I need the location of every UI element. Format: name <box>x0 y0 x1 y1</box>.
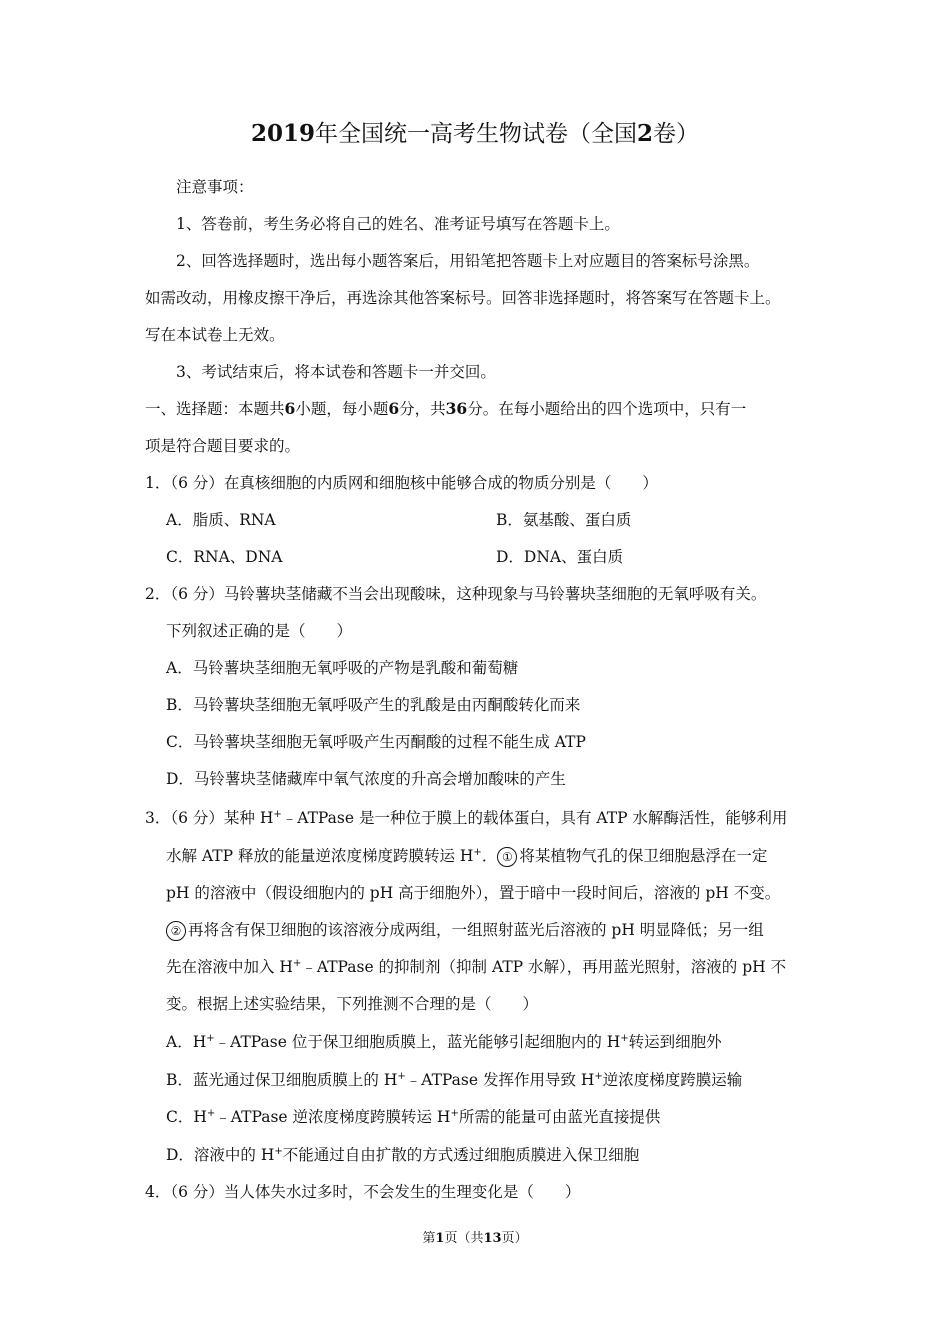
question-4-stem: 4．（6 分）当人体失水过多时，不会发生的生理变化是（ ） <box>145 1183 581 1201</box>
question-3-option-c: C．H+﹣ATPase 逆浓度梯度跨膜转运 H+所需的能量可由蓝光直接提供 <box>166 1107 661 1126</box>
page-footer: 第1页（共13页） <box>422 1231 528 1246</box>
notice-item-3: 3、考试结束后，将本试卷和答题卡一并交回。 <box>176 363 496 381</box>
question-3-stem-line-5: 先在溶液中加入 H+﹣ATPase 的抑制剂（抑制 ATP 水解），再用蓝光照射，溶液的 pH 不 <box>166 957 787 976</box>
notice-item-2-line-1: 2、回答选择题时，选出每小题答案后，用铅笔把答题卡上对应题目的答案标号涂黑。 <box>176 252 760 270</box>
question-3-stem-line-2: 水解 ATP 释放的能量逆浓度梯度跨膜转运 H+． ① 将某植物气孔的保卫细胞悬浮在一定 <box>166 846 768 865</box>
question-3-option-a: A．H+﹣ATPase 位于保卫细胞质膜上，蓝光能够引起细胞内的 H+转运到细胞外 <box>166 1032 722 1051</box>
notice-heading: 注意事项： <box>176 178 254 196</box>
question-3-stem-line-4: ② 再将含有保卫细胞的该溶液分成两组，一组照射蓝光后溶液的 pH 明显降低；另一组 <box>166 919 764 941</box>
step-2-marker: ② <box>166 921 186 941</box>
step-1-marker: ① <box>497 847 517 867</box>
question-2-option-a: A．马铃薯块茎细胞无氧呼吸的产物是乳酸和葡萄糖 <box>166 659 519 677</box>
question-2-option-d: D．马铃薯块茎储藏库中氧气浓度的升高会增加酸味的产生 <box>166 770 566 788</box>
question-3-stem-line-6: 变。根据上述实验结果，下列推测不合理的是（ ） <box>166 995 539 1013</box>
question-2-option-c: C．马铃薯块茎细胞无氧呼吸产生丙酮酸的过程不能生成 ATP <box>166 733 586 751</box>
question-1-option-c: C．RNA、DNA <box>166 548 283 566</box>
question-1-option-a: A．脂质、RNA <box>166 511 276 529</box>
notice-item-1: 1、答卷前，考生务必将自己的姓名、准考证号填写在答题卡上。 <box>176 215 620 233</box>
page-title: 2019年全国统一高考生物试卷（全国2卷） <box>250 120 700 147</box>
question-1-stem: 1．（6 分）在真核细胞的内质网和细胞核中能够合成的物质分别是（ ） <box>145 474 658 492</box>
question-3-stem-line-3: pH 的溶液中（假设细胞内的 pH 高于细胞外），置于暗中一段时间后，溶液的 pH 不变。 <box>166 884 781 902</box>
section-heading-line-1: 一、选择题：本题共6小题，每小题6分，共36分。在每小题给出的四个选项中，只有一 <box>145 399 747 418</box>
question-3-option-d: D．溶液中的 H+不能通过自由扩散的方式透过细胞质膜进入保卫细胞 <box>166 1145 640 1164</box>
question-3-option-b: B．蓝光通过保卫细胞质膜上的 H+﹣ATPase 发挥作用导致 H+逆浓度梯度跨膜运输 <box>166 1070 743 1089</box>
notice-item-2-line-3: 写在本试卷上无效。 <box>145 326 285 344</box>
question-2-stem-line-1: 2．（6 分）马铃薯块茎储藏不当会出现酸味，这种现象与马铃薯块茎细胞的无氧呼吸有关。 <box>145 585 767 603</box>
question-1-option-b: B．氨基酸、蛋白质 <box>496 511 632 529</box>
section-heading-line-2: 项是符合题目要求的。 <box>145 437 301 455</box>
question-3-stem-line-1: 3．（6 分）某种 H+﹣ATPase 是一种位于膜上的载体蛋白，具有 ATP 水解酶活性，能够利用 <box>145 808 788 827</box>
question-1-option-d: D．DNA、蛋白质 <box>496 548 624 566</box>
question-2-stem-line-2: 下列叙述正确的是（ ） <box>166 622 353 640</box>
question-2-option-b: B．马铃薯块茎细胞无氧呼吸产生的乳酸是由丙酮酸转化而来 <box>166 696 581 714</box>
notice-item-2-line-2: 如需改动，用橡皮擦干净后，再选涂其他答案标号。回答非选择题时，将答案写在答题卡上。 <box>145 289 781 307</box>
